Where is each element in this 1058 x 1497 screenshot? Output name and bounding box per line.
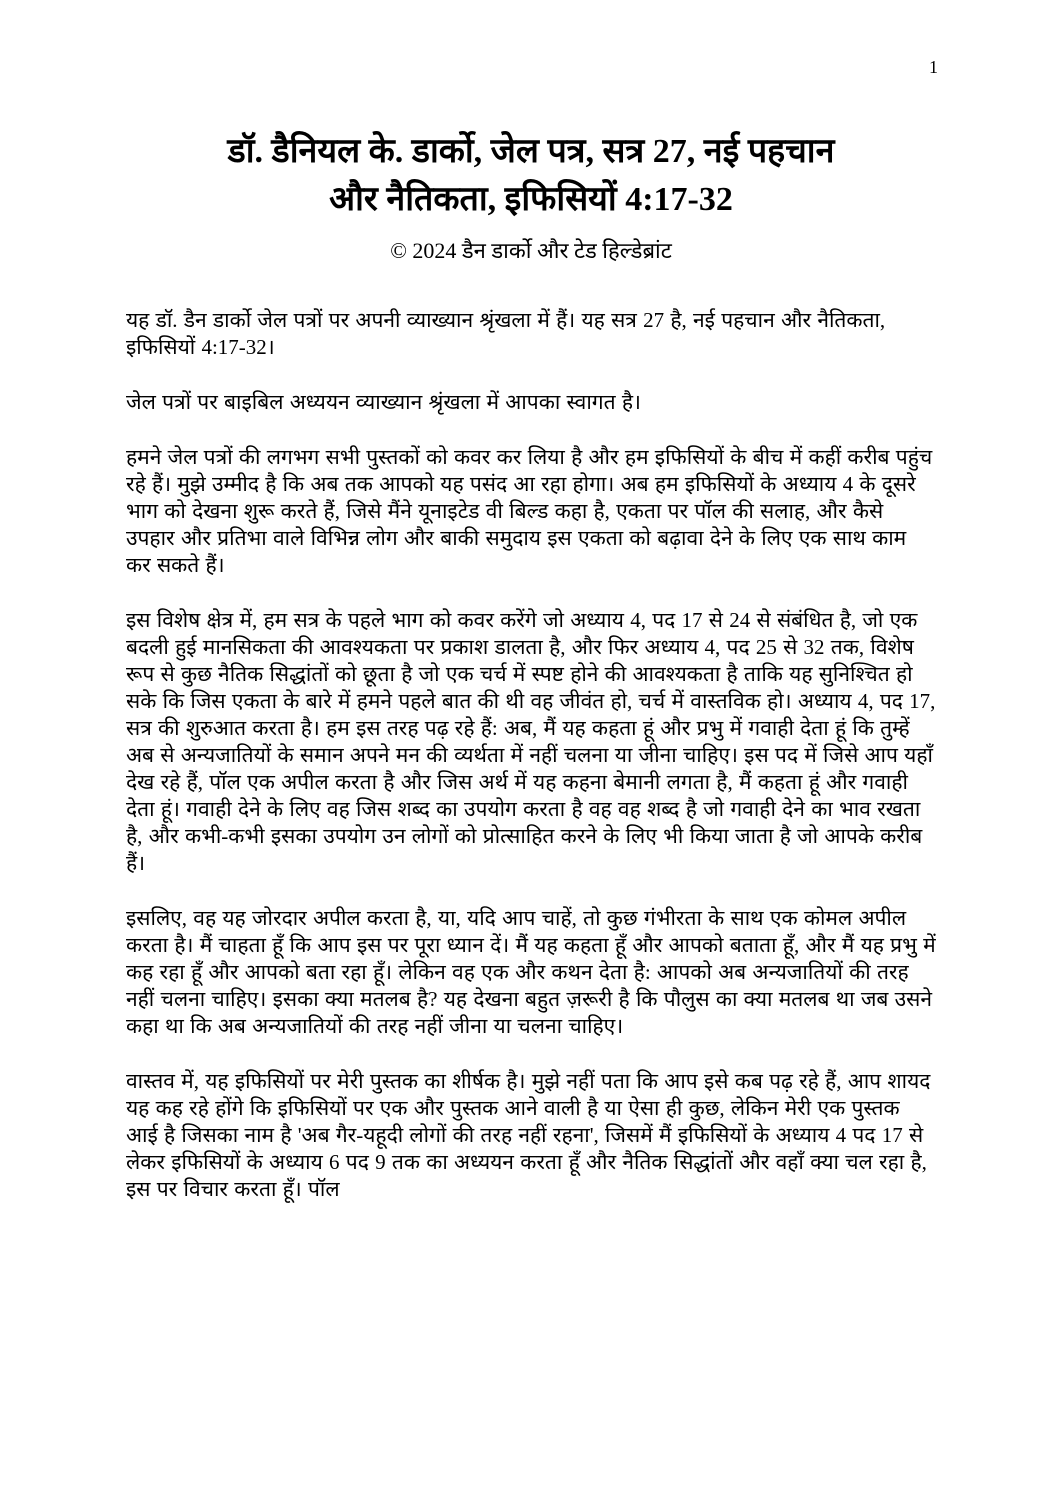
title-line-1: डॉ. डैनियल के. डार्को, जेल पत्र, सत्र 27, नई पहचान	[227, 133, 835, 170]
document-title	[126, 128, 936, 225]
paragraph-session-detail: इस विशेष क्षेत्र में, हम सत्र के पहले भाग को कवर करेंगे जो अध्याय 4, पद 17 से 24 से संबंधित है, जो एक बदली हुई मानसिकता की आवश्यकता पर प्रकाश डालता है, और फिर अध्याय 4, पद 25 से 32 तक, विशेष रूप से कुछ नैतिक सिद्धांतों को छूता है जो एक चर्च में स्पष्ट होने की आवश्यकता है ताकि यह सुनिश्चित हो सके कि जिस एकता के बारे में हमने पहले बात की थी वह जीवंत हो, चर्च में वास्तविक हो। अध्याय 4, पद 17, सत्र की शुरुआत करता है। हम इस तरह पढ़ रहे हैं: अब, मैं यह कहता हूं और प्रभु में गवाही देता हूं कि तुम्हें अब से अन्यजातियों के समान अपने मन की व्यर्थता में नहीं चलना या जीना चाहिए। इस पद में जिसे आप यहाँ देख रहे हैं, पॉल एक अपील करता है और जिस अर्थ में यह कहना बेमानी लगता है, मैं कहता हूं और गवाही देता हूं। गवाही देने के लिए वह जिस शब्द का उपयोग करता है वह वह शब्द है जो गवाही देने का भाव रखता है, और कभी-कभी इसका उपयोग उन लोगों को प्रोत्साहित करने के लिए भी किया जाता है जो आपके करीब हैं।	[126, 608, 936, 876]
paragraph-intro: यह डॉ. डैन डार्को जेल पत्रों पर अपनी व्याख्यान श्रृंखला में हैं। यह सत्र 27 है, नई पहचान और नैतिकता, इफिसियों 4:17-32।	[126, 308, 886, 360]
copyright-line: © 2024 डैन डार्को और टेड हिल्डेब्रांट	[390, 237, 672, 263]
paragraph-appeal: इसलिए, वह यह जोरदार अपील करता है, या, यदि आप चाहें, तो कुछ गंभीरता के साथ एक कोमल अपील करता है। मैं चाहता हूँ कि आप इस पर पूरा ध्यान दें। मैं यह कहता हूँ और आपको बताता हूँ, और मैं यह प्रभु में कह रहा हूँ और आपको बता रहा हूँ। लेकिन वह एक और कथन देता है: आपको अब अन्यजातियों की तरह नहीं चलना चाहिए। इसका क्या मतलब है? यह देखना बहुत ज़रूरी है कि पौलुस का क्या मतलब था जब उसने कहा था कि अब अन्यजातियों की तरह नहीं जीना या चलना चाहिए।	[126, 906, 936, 1039]
page-number: 1	[929, 57, 938, 77]
paragraph-book: वास्तव में, यह इफिसियों पर मेरी पुस्तक का शीर्षक है। मुझे नहीं पता कि आप इसे कब पढ़ रहे हैं, आप शायद यह कह रहे होंगे कि इफिसियों पर एक और पुस्तक आने वाली है या ऐसा ही कुछ, लेकिन मेरी एक पुस्तक आई है जिसका नाम है 'अब गैर-यहूदी लोगों की तरह नहीं रहना', जिसमें मैं इफिसियों के अध्याय 4 पद 17 से लेकर इफिसियों के अध्याय 6 पद 9 तक का अध्ययन करता हूँ और नैतिक सिद्धांतों और वहाँ क्या चल रहा है, इस पर विचार करता हूँ। पॉल	[126, 1069, 931, 1202]
paragraph-overview: हमने जेल पत्रों की लगभग सभी पुस्तकों को कवर कर लिया है और हम इफिसियों के बीच में कहीं करीब पहुंच रहे हैं। मुझे उम्मीद है कि अब तक आपको यह पसंद आ रहा होगा। अब हम इफिसियों के अध्याय 4 के दूसरे भाग को देखना शुरू करते हैं, जिसे मैंने यूनाइटेड वी बिल्ड कहा है, एकता पर पॉल की सलाह, और कैसे उपहार और प्रतिभा वाले विभिन्न लोग और बाकी समुदाय इस एकता को बढ़ावा देने के लिए एक साथ काम कर सकते हैं।	[126, 445, 933, 578]
title-line-2: और नैतिकता, इफिसियों 4:17-32	[329, 181, 733, 219]
paragraph-welcome: जेल पत्रों पर बाइबिल अध्ययन व्याख्यान श्रृंखला में आपका स्वागत है।	[126, 390, 641, 415]
